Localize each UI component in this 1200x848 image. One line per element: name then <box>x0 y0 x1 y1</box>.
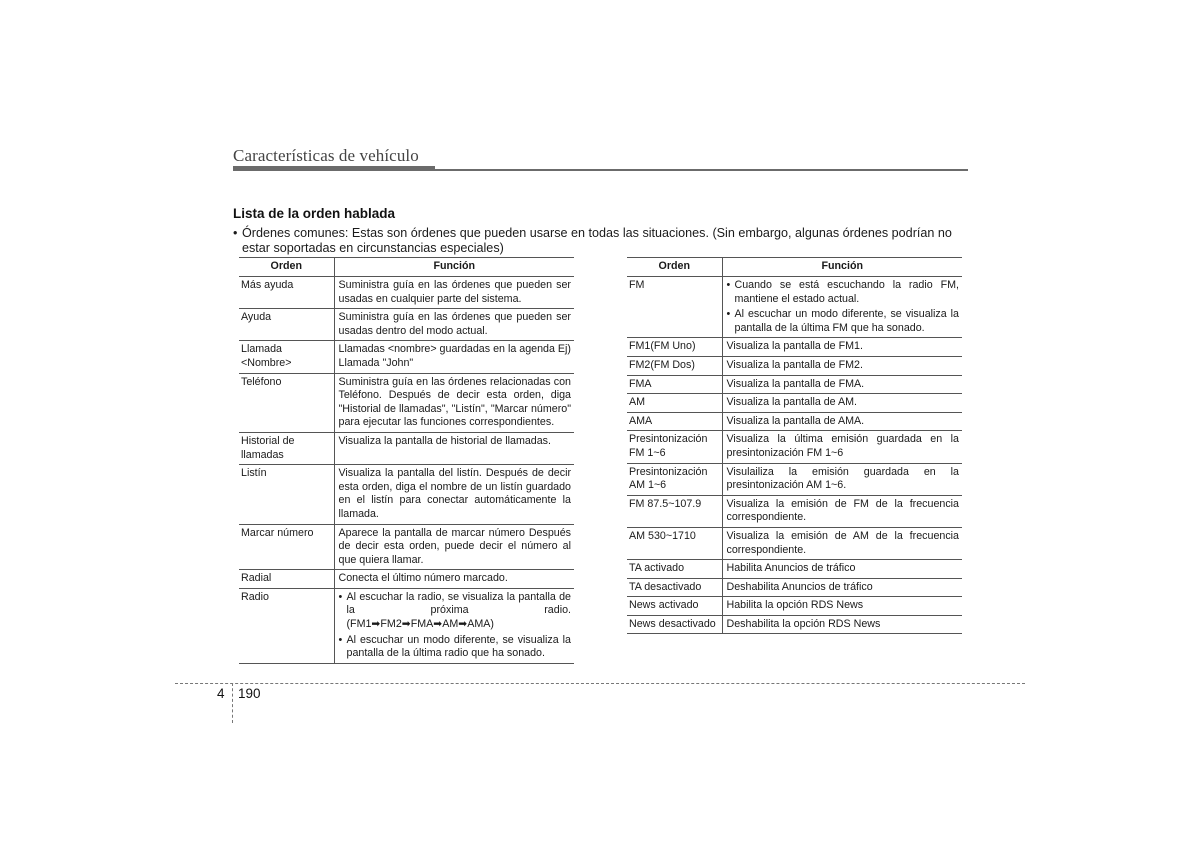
funcion-text: Visualiza la pantalla de AMA. <box>726 414 865 427</box>
funcion-text: Habilita la opción RDS News <box>726 599 864 612</box>
orden-cell: Más ayuda <box>239 277 334 309</box>
bullet-icon: • <box>338 590 343 603</box>
funcion-cell <box>334 277 574 309</box>
funcion-cell <box>722 560 962 579</box>
table-row <box>239 432 574 464</box>
orden-cell: Listín <box>239 465 334 524</box>
bullet-icon: • <box>233 226 238 240</box>
table-row <box>239 277 574 309</box>
funcion-cell <box>334 341 574 373</box>
table-row <box>239 588 574 663</box>
funcion-cell <box>722 431 962 463</box>
funcion-text: Suministra guía en las órdenes que pueden ser usadas dentro del modo actual. <box>338 311 571 337</box>
funcion-text: Visualiza la pantalla de FM1. <box>726 340 863 353</box>
table-row <box>239 373 574 432</box>
bullet-icon: • <box>726 308 731 321</box>
table-row <box>627 356 962 375</box>
funcion-bullet-item <box>339 634 572 661</box>
table-row <box>627 527 962 559</box>
funcion-cell <box>722 578 962 597</box>
funcion-cell <box>722 527 962 559</box>
table-row <box>627 463 962 495</box>
table-row <box>627 338 962 357</box>
funcion-text: Habilita Anuncios de tráfico <box>726 562 856 575</box>
bullet-icon: • <box>338 633 343 646</box>
funcion-bullet-item <box>339 591 572 632</box>
funcion-text: Conecta el último número marcado. <box>338 572 508 585</box>
orden-cell: AM <box>627 394 722 413</box>
funcion-text: Visualiza la emisión de FM de la frecuencia correspondiente. <box>726 497 959 524</box>
orden-cell: FM1(FM Uno) <box>627 338 722 357</box>
funcion-cell <box>722 356 962 375</box>
orden-cell: Radio <box>239 588 334 663</box>
orden-cell: Teléfono <box>239 373 334 432</box>
funcion-cell <box>334 309 574 341</box>
funcion-bullet-text: Cuando se está escuchando la radio FM, mantiene el estado actual. <box>734 279 959 305</box>
header-rule <box>233 169 968 171</box>
funcion-bullet-text: Al escuchar la radio, se visualiza la pantalla de la próxima radio. (FM1➡FM2➡FMA➡AM➡AMA) <box>346 590 571 631</box>
table-row <box>239 524 574 570</box>
table-header-row <box>627 258 962 277</box>
funcion-bullet-text: Al escuchar un modo diferente, se visualiza la pantalla de la última radio que ha sonado. <box>346 633 571 660</box>
table-row <box>627 375 962 394</box>
orden-cell: FMA <box>627 375 722 394</box>
funcion-cell <box>722 394 962 413</box>
orden-cell: TA desactivado <box>627 578 722 597</box>
funcion-text: Visualiza la pantalla del listín. Después de decir esta orden, diga el nombre de un listín guardado en el listín para conectar automáticamente la llamada. <box>338 467 571 520</box>
bullet-icon: • <box>726 279 731 291</box>
funcion-cell <box>334 570 574 589</box>
funcion-text: Llamadas <nombre> guardadas en la agenda Ej) Llamada "John" <box>338 343 571 369</box>
funcion-text: Visualiza la pantalla de historial de llamadas. <box>338 434 551 447</box>
running-header-title: Características de vehículo <box>233 146 419 165</box>
page-number: 190 <box>238 686 261 701</box>
orden-cell: News activado <box>627 597 722 616</box>
funcion-cell <box>722 615 962 634</box>
command-table-right <box>627 257 962 634</box>
funcion-text: Visualiza la pantalla de FMA. <box>726 377 865 390</box>
orden-cell: FM 87.5~107.9 <box>627 495 722 527</box>
orden-cell: Historial de llamadas <box>239 432 334 464</box>
funcion-text: Visualiza la última emisión guardada en la presintonización FM 1~6 <box>726 433 959 459</box>
table-row <box>627 495 962 527</box>
table-row <box>627 578 962 597</box>
funcion-text: Suministra guía en las órdenes que pueden ser usadas en cualquier parte del sistema. <box>338 279 571 305</box>
table-row <box>239 341 574 373</box>
funcion-text: Visulailiza la emisión guardada en la presintonización AM 1~6. <box>726 465 959 492</box>
funcion-bullet-item <box>727 279 960 306</box>
funcion-text: Deshabilita la opción RDS News <box>726 617 881 630</box>
funcion-cell <box>334 373 574 432</box>
footer-divider <box>175 683 1025 684</box>
funcion-cell <box>334 465 574 524</box>
table-row <box>627 277 962 338</box>
funcion-cell <box>722 338 962 357</box>
funcion-text: Aparece la pantalla de marcar número Después de decir esta orden, puede decir el número al que quiera llamar. <box>338 526 571 566</box>
table-row <box>627 412 962 431</box>
intro-paragraph <box>233 226 973 255</box>
funcion-text: Suministra guía en las órdenes relacionadas con Teléfono. Después de decir esta orden, diga "Historial de llamadas", "Listín", "Marcar número" para ejecutar las funciones correspondientes. <box>338 375 571 429</box>
table-row <box>627 394 962 413</box>
table-row <box>239 309 574 341</box>
funcion-text: Visualiza la emisión de AM de la frecuencia correspondiente. <box>726 529 959 556</box>
funcion-cell <box>722 463 962 495</box>
footer-vertical-divider <box>232 683 233 723</box>
funcion-text: Visualiza la pantalla de FM2. <box>726 358 863 371</box>
orden-cell: News desactivado <box>627 615 722 634</box>
orden-cell: FM <box>627 277 722 338</box>
funcion-cell <box>722 412 962 431</box>
table-header-row <box>239 258 574 277</box>
intro-text: Órdenes comunes: Estas son órdenes que pueden usarse en todas las situaciones. (Sin embargo, algunas órdenes podrían no estar soportadas en circunstancias especiales) <box>242 226 952 255</box>
funcion-text: Visualiza la pantalla de AM. <box>726 396 858 409</box>
orden-cell: Radial <box>239 570 334 589</box>
funcion-cell <box>334 524 574 570</box>
funcion-cell <box>722 597 962 616</box>
funcion-cell <box>334 432 574 464</box>
funcion-bullet-item <box>727 308 960 335</box>
table-row <box>627 597 962 616</box>
funcion-cell <box>334 588 574 663</box>
orden-cell: AMA <box>627 412 722 431</box>
funcion-bullet-text: Al escuchar un modo diferente, se visualiza la pantalla de la última FM que ha sonado. <box>734 308 959 334</box>
orden-cell: AM 530~1710 <box>627 527 722 559</box>
table-row <box>627 431 962 463</box>
command-table-left <box>239 257 574 664</box>
table-row <box>627 615 962 634</box>
column-header-orden: Orden <box>239 258 334 277</box>
column-header-funcion: Función <box>334 258 574 277</box>
funcion-text: Deshabilita Anuncios de tráfico <box>726 580 873 593</box>
funcion-cell <box>722 375 962 394</box>
table-row <box>627 560 962 579</box>
chapter-number: 4 <box>217 686 225 701</box>
column-header-funcion: Función <box>722 258 962 277</box>
funcion-cell <box>722 495 962 527</box>
orden-cell: Presintonización FM 1~6 <box>627 431 722 463</box>
section-title: Lista de la orden hablada <box>233 206 396 221</box>
orden-cell: Marcar número <box>239 524 334 570</box>
orden-cell: Presintonización AM 1~6 <box>627 463 722 495</box>
column-header-orden: Orden <box>627 258 722 277</box>
table-row <box>239 465 574 524</box>
orden-cell: Llamada <Nombre> <box>239 341 334 373</box>
orden-cell: Ayuda <box>239 309 334 341</box>
orden-cell: TA activado <box>627 560 722 579</box>
orden-cell: FM2(FM Dos) <box>627 356 722 375</box>
table-row <box>239 570 574 589</box>
funcion-cell <box>722 277 962 338</box>
